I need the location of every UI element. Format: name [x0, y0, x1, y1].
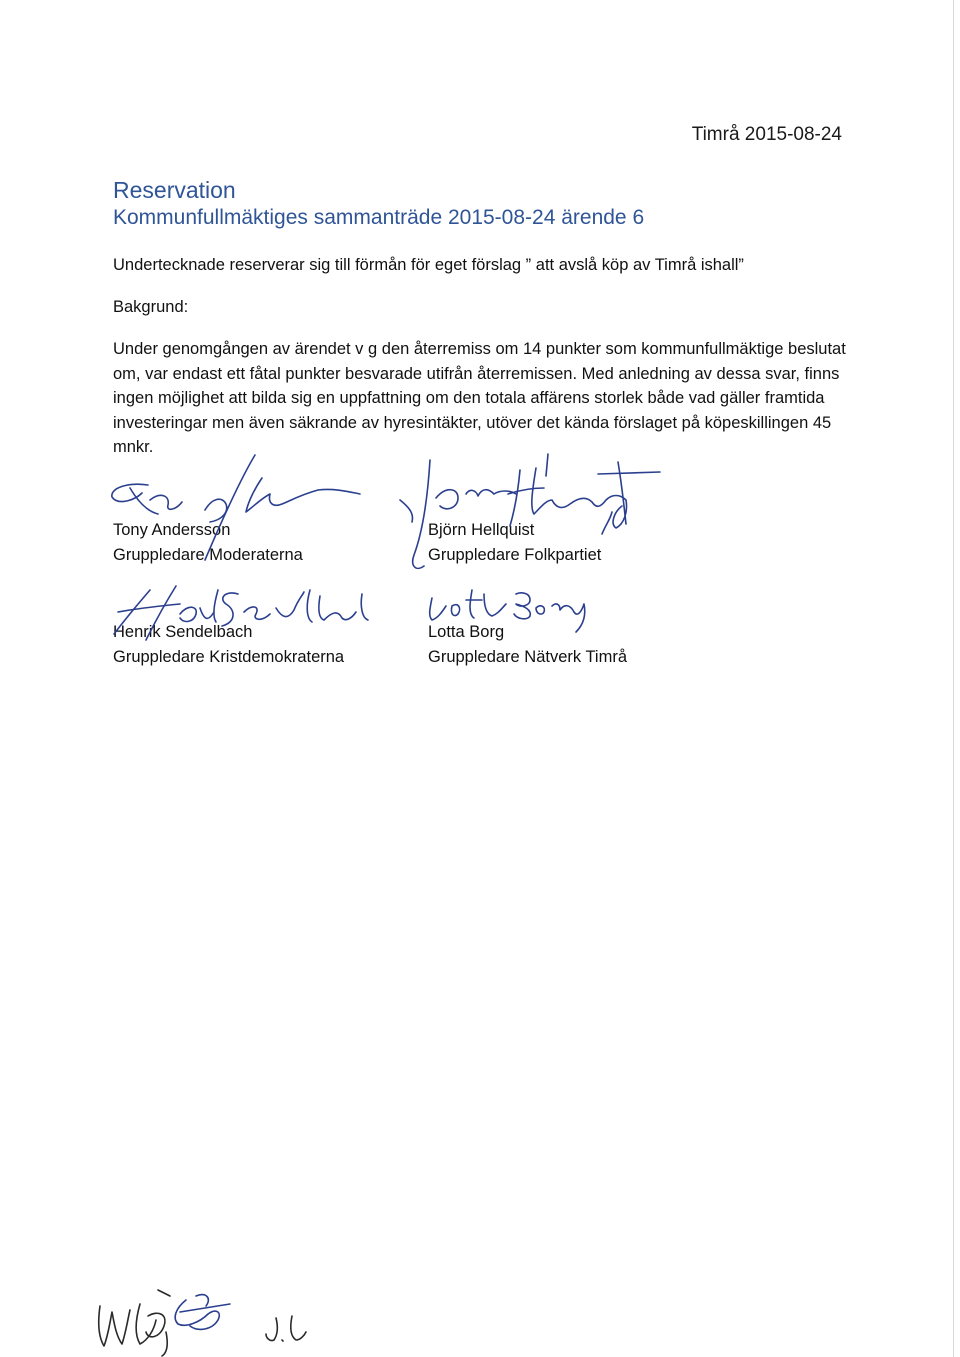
signatory-block: [428, 518, 601, 568]
signatory-name: Tony Andersson: [113, 521, 231, 539]
signatory-role: Gruppledare Kristdemokraterna: [113, 648, 345, 666]
signatory-name: Henrik Sendelbach: [113, 623, 253, 641]
scan-edge-line: [953, 0, 954, 1357]
signatory-name: Lotta Borg: [428, 623, 505, 641]
signatory-role: Gruppledare Nätverk Timrå: [428, 648, 627, 666]
signatory-block: [113, 518, 303, 568]
signatory-role: Gruppledare Moderaterna: [113, 546, 303, 564]
background-paragraph: Under genomgången av ärendet v g den återremiss om 14 punkter som kommunfullmäktige beslutat om, var endast ett fåtal punkter besvarade utifrån återremissen. Med anledning av dessa svar, finns ingen möjlighet att bilda sig en uppfattning om den totala affärens storlek både vad gäller framtida investeringar men även säkrande av hyresintäkter, utöver det kända förslaget på köpeskillingen 45 mnkr.: [113, 340, 846, 456]
document-subtitle: Kommunfullmäktiges sammanträde 2015-08-24 ärende 6: [113, 206, 645, 229]
signatory-name: Björn Hellquist: [428, 521, 535, 539]
page-initials-jl: [266, 1316, 306, 1341]
document-title: Reservation: [113, 177, 236, 203]
signatory-block: [428, 620, 627, 670]
signatory-block: [113, 620, 344, 670]
document-date: Timrå 2015-08-24: [691, 124, 842, 145]
reservation-statement: Undertecknade reserverar sig till förmån för eget förslag ” att avslå köp av Timrå ishall”: [113, 256, 744, 274]
page-initials: [99, 1290, 170, 1356]
signatory-role: Gruppledare Folkpartiet: [428, 546, 602, 564]
page-initials-blue: [175, 1295, 230, 1330]
background-heading: Bakgrund:: [113, 298, 189, 316]
